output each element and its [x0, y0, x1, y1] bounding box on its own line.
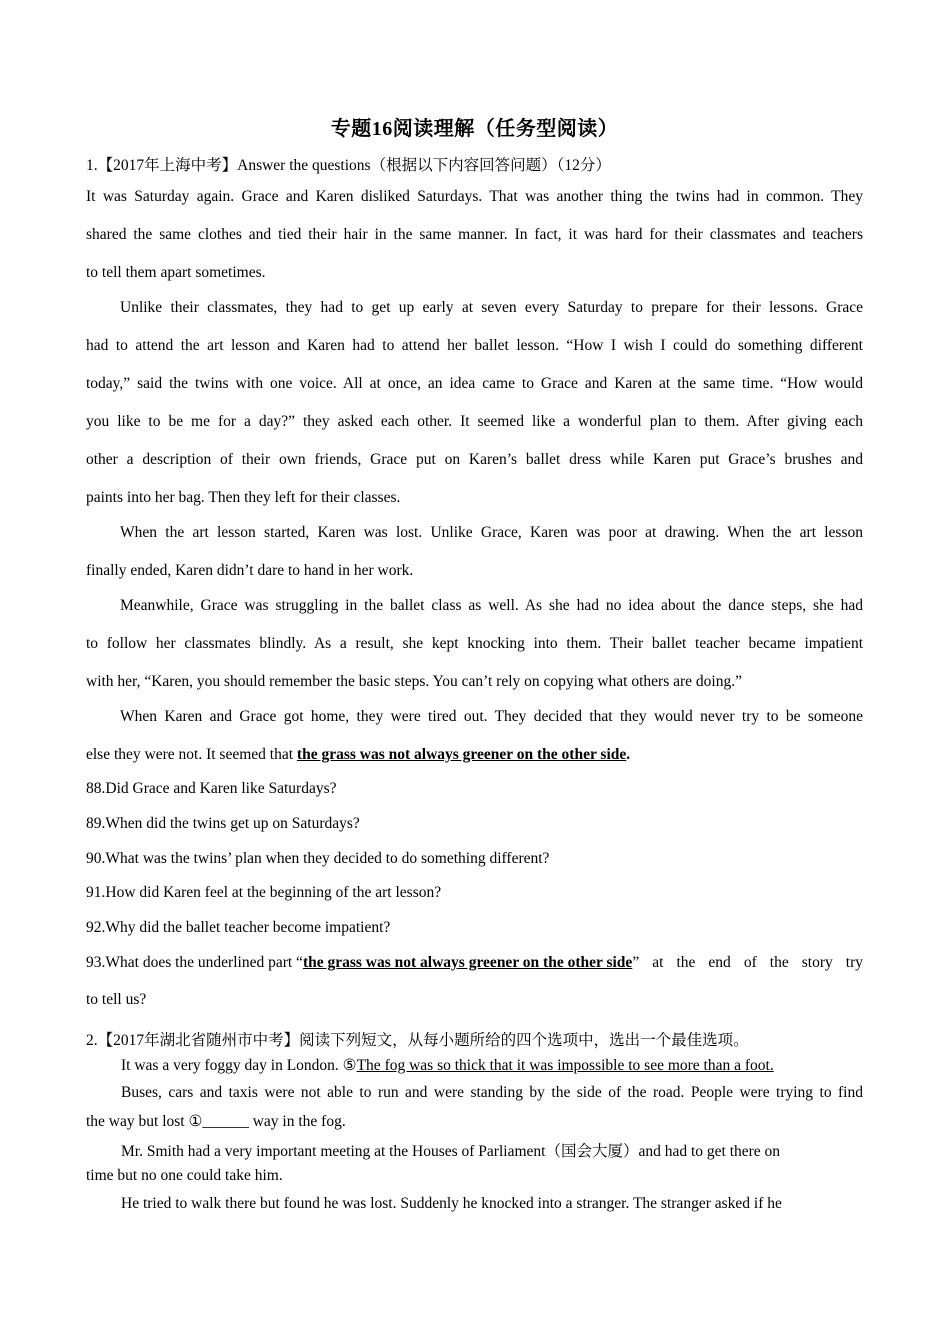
passage1-line: had to attend the art lesson and Karen had to attend her ballet lesson. “How I wish I could do something different: [86, 337, 863, 354]
passage1-line: finally ended, Karen didn’t dare to hand in her work.: [86, 562, 414, 579]
question-93-continued: to tell us?: [86, 991, 147, 1008]
question-91: 91.How did Karen feel at the beginning of the art lesson?: [86, 884, 442, 901]
page-title: 专题16阅读理解（任务型阅读）: [330, 118, 619, 140]
section2-header: 2.【2017年湖北省随州市中考】阅读下列短文，从每小题所给的四个选项中，选出一个最佳选项。: [86, 1032, 749, 1049]
passage1-last-line: [86, 746, 863, 764]
passage2-line: Mr. Smith had a very important meeting at the Houses of Parliament（国会大厦）and had to get there on: [121, 1143, 781, 1160]
passage1-line: you like to be me for a day?” they asked each other. It seemed like a wonderful plan to them. After giving each: [86, 413, 863, 430]
passage1-line: When the art lesson started, Karen was lost. Unlike Grace, Karen was poor at drawing. When the art lesson: [120, 524, 863, 541]
q93-suffix: ” at the end of the story try: [632, 954, 863, 971]
passage1-line: paints into her bag. Then they left for their classes.: [86, 489, 401, 506]
question-93: [86, 954, 863, 972]
underlined-phrase: the grass was not always greener on the other side: [296, 746, 627, 763]
passage2-line: the way but lost ①______ way in the fog.: [86, 1113, 346, 1130]
passage2-line: He tried to walk there but found he was lost. Suddenly he knocked into a stranger. The stranger asked if he: [121, 1195, 782, 1212]
passage2-line: [86, 1056, 863, 1075]
passage1-line: other a description of their own friends, Grace put on Karen’s ballet dress while Karen put Grace’s brushes and: [86, 451, 863, 468]
passage1-line: When Karen and Grace got home, they were tired out. They decided that they would never try to be someone: [120, 708, 863, 725]
passage2-line: Buses, cars and taxis were not able to run and were standing by the side of the road. People were trying to find: [121, 1084, 863, 1101]
p1-underlined: The fog was so thick that it was impossible to see more than a foot.: [356, 1057, 774, 1074]
last-line-prefix: else they were not. It seemed that: [86, 746, 297, 763]
p1-prefix: It was a very foggy day in London. ⑤: [121, 1057, 357, 1074]
passage1-line: shared the same clothes and tied their hair in the same manner. In fact, it was hard for their classmates and teachers: [86, 226, 863, 243]
passage1-line: Unlike their classmates, they had to get up early at seven every Saturday to prepare for their lessons. Grace: [120, 299, 863, 316]
passage1-line: It was Saturday again. Grace and Karen disliked Saturdays. That was another thing the twins had in common. They: [86, 188, 863, 205]
q93-prefix: 93.What does the underlined part “: [86, 954, 303, 971]
passage1-line: to follow her classmates blindly. As a result, she kept knocking into them. Their ballet teacher became impatient: [86, 635, 863, 652]
passage1-line: to tell them apart sometimes.: [86, 264, 266, 281]
q93-underlined-phrase: the grass was not always greener on the other side: [302, 954, 633, 971]
last-line-suffix: .: [626, 746, 631, 763]
question-90: 90.What was the twins’ plan when they decided to do something different?: [86, 850, 550, 867]
passage1-line: today,” said the twins with one voice. All at once, an idea came to Grace and Karen at the same time. “How would: [86, 375, 863, 392]
section1-header: 1.【2017年上海中考】Answer the questions（根据以下内容回答问题）（12分）: [86, 157, 611, 174]
passage2-line: time but no one could take him.: [86, 1167, 283, 1184]
question-88: 88.Did Grace and Karen like Saturdays?: [86, 780, 337, 797]
question-89: 89.When did the twins get up on Saturdays?: [86, 815, 360, 832]
passage1-line: with her, “Karen, you should remember the basic steps. You can’t rely on copying what others are doing.”: [86, 673, 742, 690]
question-92: 92.Why did the ballet teacher become impatient?: [86, 919, 391, 936]
passage1-line: Meanwhile, Grace was struggling in the ballet class as well. As she had no idea about the dance steps, she had: [120, 597, 863, 614]
